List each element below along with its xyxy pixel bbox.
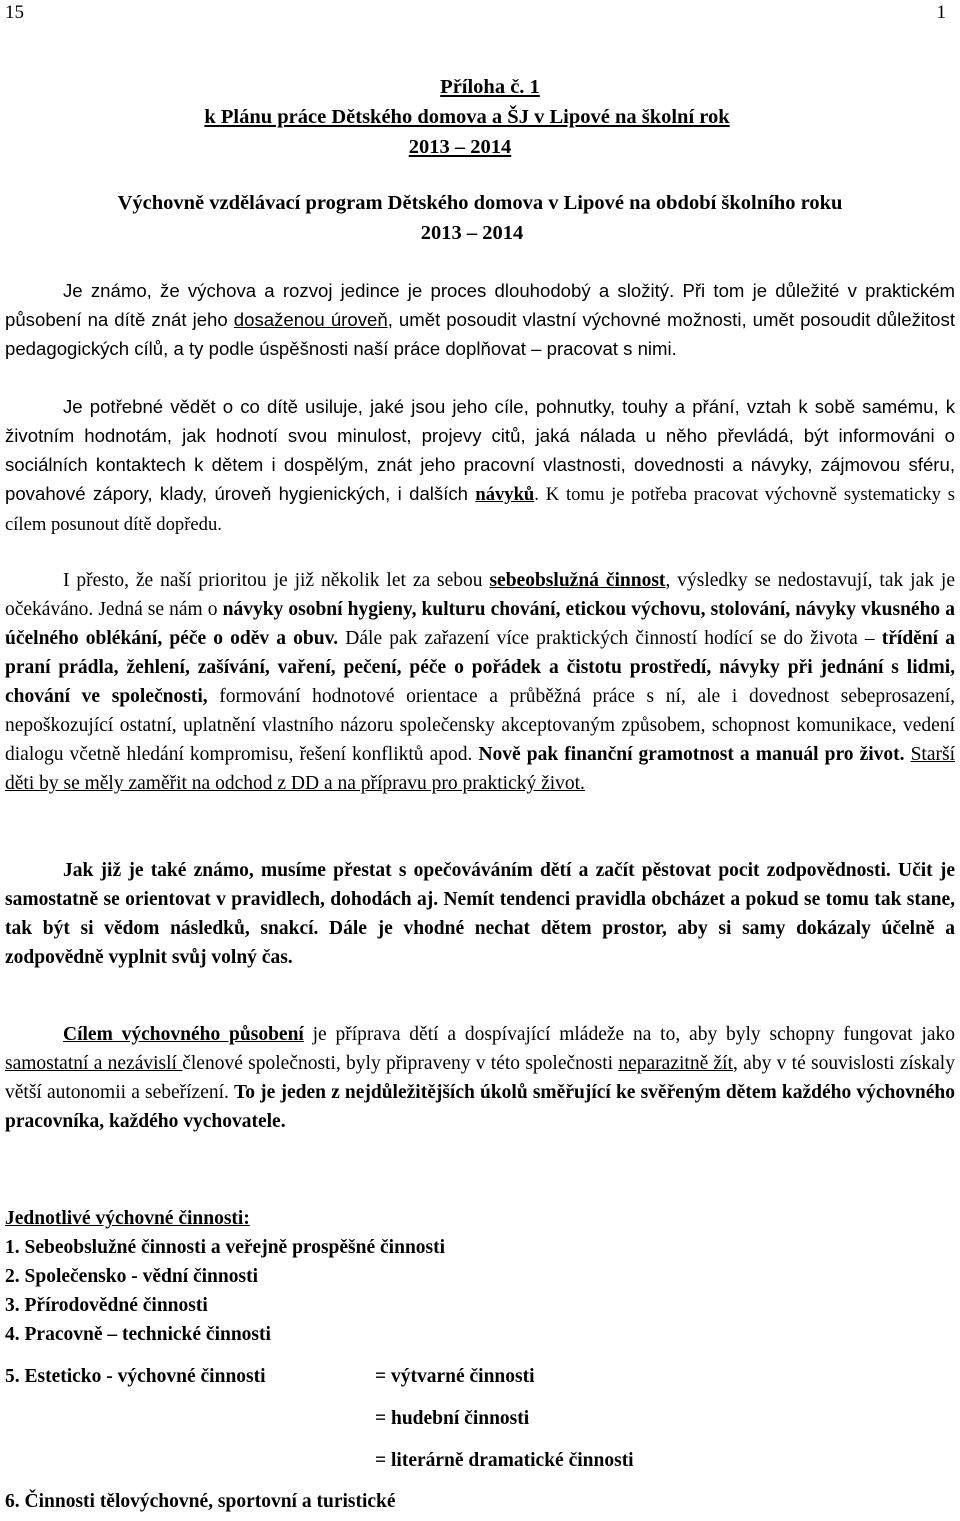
paragraph-intro: Je známo, že výchova a rozvoj jedince je proces dlouhodobý a složitý. Při tom je důležité v praktickém působení na dítě znát jeho dosaženou úroveň, umět posoudit vlastní výchovné možnosti, umět posoudit důležitost pedagogických cílů, a ty podle úspěšnosti naší práce doplňovat – pracovat s nimi. <box>5 280 955 359</box>
paragraph-needs: Je potřebné vědět o co dítě usiluje, jaké jsou jeho cíle, pohnutky, touhy a přání, vztah k sobě samému, k životním hodnotám, jak hodnotí svou minulost, projevy citů, jaká nálada u něho převládá, být informováni o sociálních kontaktech k dětem i dospělým, znát jeho pracovní vlastnosti, dovednosti a návyky, zájmovou sféru, povahové zápory, klady, úroveň hygienických, i dalších návyků. K tomu je potřeba pracovat výchovně systematicky s cílem posunout dítě dopředu. <box>5 396 955 535</box>
bold-goal: Cílem výchovného působení <box>63 1024 304 1045</box>
activity-item-3: 3. Přírodovědné činnosti <box>5 1295 208 1316</box>
activity-item-5: 5. Esteticko - výchovné činnosti <box>5 1366 266 1387</box>
activity-item-1: 1. Sebeobslužné činnosti a veřejně prospěšné činnosti <box>5 1237 446 1258</box>
underline-older-children: Starší děti by se měly zaměřit na odchod z DD a na přípravu pro praktický život. <box>5 744 955 794</box>
program-years: 2013 – 2014 <box>420 222 524 244</box>
activity-item-6: 6. Činnosti tělovýchovné, sportovní a turistické <box>5 1491 396 1512</box>
activity-sub-drama: = literárně dramatické činnosti <box>375 1450 634 1471</box>
paragraph-priority: I přesto, že naší prioritou je již několik let za sebou sebeobslužná činnost, výsledky se nedostavují, tak jak je očekáváno. Jedná se nám o návyky osobní hygieny, kulturu chování, etickou výchovu, stolování, návyky vkusného a účelného oblékání, péče o oděv a obuv. Dále pak zařazení více praktických činností hodící se do života – třídění a praní prádla, žehlení, zašívání, vaření, pečení, péče o pořádek a čistotu prostředí, návyky při jednání s lidmi, chování ve společnosti, formování hodnotové orientace a průběžná práce s ní, ale i dovednost sebeprosazení, nepoškozující ostatní, uplatnění vlastního názoru společensky akceptovaným způsobem, schopnost komunikace, vedení dialogu včetně hledání kompromisu, řešení konfliktů apod. Nově pak finanční gramotnost a manuál pro život. Starší děti by se měly zaměřit na odchod z DD a na přípravu pro praktický život. <box>5 570 956 794</box>
activities-heading: Jednotlivé výchovné činnosti: <box>5 1208 250 1229</box>
bold-habits: návyků <box>475 484 535 505</box>
bold-self-service: sebeobslužná činnost <box>489 570 666 591</box>
activity-item-4: 4. Pracovně – technické činnosti <box>5 1324 271 1345</box>
paragraph-responsibility: Jak již je také známo, musíme přestat s opečováváním dětí a začít pěstovat pocit zodpovědnosti. Učit je samostatně se orientovat v pravidlech, dohodách aj. Nemít tendenci pravidla obcházet a pokud se tomu tak stane, tak být si vědom následků, snakcí. Dále je vhodné nechat dětem prostor, aby si samy dokázaly účelně a zodpovědně vyplnit svůj volný čas. <box>5 860 955 968</box>
activity-item-2: 2. Společensko - vědní činnosti <box>5 1266 258 1287</box>
program-title: Výchovně vzdělávací program Dětského domova v Lipové na období školního roku <box>117 192 843 214</box>
page-number-left: 15 <box>5 2 24 23</box>
activity-sub-music: = hudební činnosti <box>375 1408 530 1429</box>
appendix-title: Příloha č. 1 <box>440 76 540 98</box>
plan-title: k Plánu práce Dětského domova a ŠJ v Lipové na školní rok <box>204 106 730 128</box>
underline-achieved-level: dosaženou úroveň <box>233 309 388 330</box>
paragraph-goal: Cílem výchovného působení je příprava dětí a dospívající mládeže na to, aby byly schopny fungovat jako samostatní a nezávislí členové společnosti, byly připraveny v této společnosti neparazitně žít, aby v té souvislosti získaly větší autonomii a sebeřízení. To je jeden z nejdůležitějších úkolů směřující ke svěřeným dětem každého výchovného pracovníka, každého vychovatele. <box>5 1024 955 1132</box>
page-number-right: 1 <box>936 2 946 23</box>
plan-years: 2013 – 2014 <box>408 136 512 158</box>
activity-sub-visual: = výtvarné činnosti <box>375 1366 535 1387</box>
